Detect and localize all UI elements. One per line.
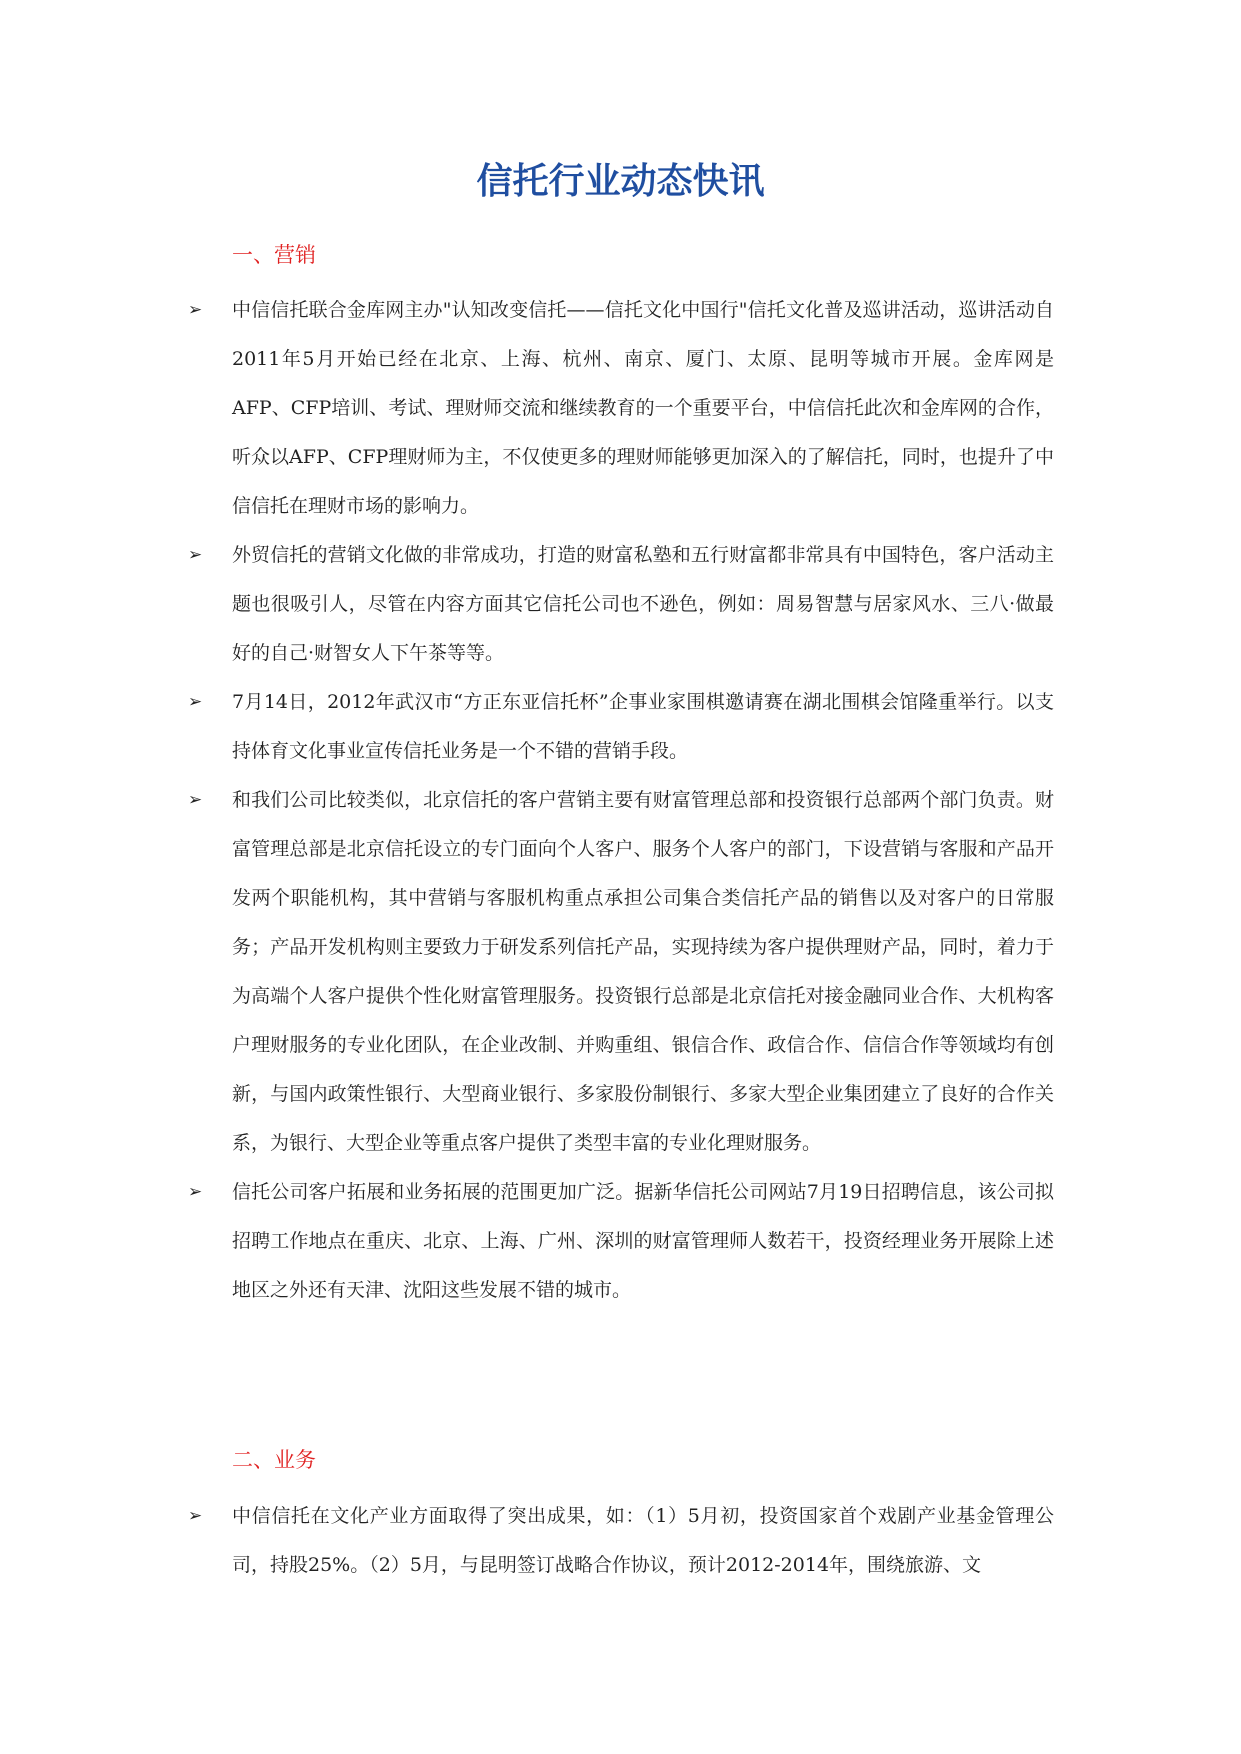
list-item bbox=[0, 531, 1241, 678]
list-item bbox=[0, 286, 1241, 531]
arrow-bullet-icon: ➢ bbox=[188, 545, 203, 565]
list-item-text: 外贸信托的营销文化做的非常成功，打造的财富私塾和五行财富都非常具有中国特色，客户活动主题也很吸引人，尽管在内容方面其它信托公司也不逊色，例如：周易智慧与居家风水、三八·做最好的自己·财智女人下午茶等等。 bbox=[232, 544, 1054, 664]
section-heading-business: 二、业务 bbox=[232, 1448, 316, 1472]
list-item bbox=[0, 1168, 1241, 1315]
list-item-text: 中信信托在文化产业方面取得了突出成果，如：（1）5月初，投资国家首个戏剧产业基金管理公司，持股25%。（2）5月，与昆明签订战略合作协议，预计2012-2014年，围绕旅游、文 bbox=[232, 1505, 1054, 1576]
list-item bbox=[0, 678, 1241, 776]
section-heading-marketing: 一、营销 bbox=[232, 243, 316, 267]
list-item bbox=[0, 1492, 1241, 1590]
arrow-bullet-icon: ➢ bbox=[188, 1182, 203, 1202]
arrow-bullet-icon: ➢ bbox=[188, 300, 203, 320]
arrow-bullet-icon: ➢ bbox=[188, 692, 203, 712]
list-item-text: 7月14日，2012年武汉市“方正东亚信托杯”企事业家围棋邀请赛在湖北围棋会馆隆重举行。以支持体育文化事业宣传信托业务是一个不错的营销手段。 bbox=[232, 691, 1054, 762]
document-title: 信托行业动态快讯 bbox=[476, 161, 765, 202]
arrow-bullet-icon: ➢ bbox=[188, 790, 203, 810]
marketing-bullet-list bbox=[0, 286, 1241, 1315]
list-item-text: 信托公司客户拓展和业务拓展的范围更加广泛。据新华信托公司网站7月19日招聘信息，该公司拟招聘工作地点在重庆、北京、上海、广州、深圳的财富管理师人数若干，投资经理业务开展除上述地区之外还有天津、沈阳这些发展不错的城市。 bbox=[232, 1181, 1054, 1301]
list-item bbox=[0, 776, 1241, 1168]
list-item-text: 中信信托联合金库网主办"认知改变信托——信托文化中国行"信托文化普及巡讲活动，巡讲活动自2011年5月开始已经在北京、上海、杭州、南京、厦门、太原、昆明等城市开展。金库网是AFP、CFP培训、考试、理财师交流和继续教育的一个重要平台，中信信托此次和金库网的合作，听众以AFP、CFP理财师为主，不仅使更多的理财师能够更加深入的了解信托，同时，也提升了中信信托在理财市场的影响力。 bbox=[232, 299, 1054, 517]
business-bullet-list bbox=[0, 1492, 1241, 1590]
arrow-bullet-icon: ➢ bbox=[188, 1506, 203, 1526]
list-item-text: 和我们公司比较类似，北京信托的客户营销主要有财富管理总部和投资银行总部两个部门负责。财富管理总部是北京信托设立的专门面向个人客户、服务个人客户的部门，下设营销与客服和产品开发两个职能机构，其中营销与客服机构重点承担公司集合类信托产品的销售以及对客户的日常服务；产品开发机构则主要致力于研发系列信托产品，实现持续为客户提供理财产品，同时，着力于为高端个人客户提供个性化财富管理服务。投资银行总部是北京信托对接金融同业合作、大机构客户理财服务的专业化团队，在企业改制、并购重组、银信合作、政信合作、信信合作等领域均有创新，与国内政策性银行、大型商业银行、多家股份制银行、多家大型企业集团建立了良好的合作关系，为银行、大型企业等重点客户提供了类型丰富的专业化理财服务。 bbox=[232, 789, 1054, 1154]
